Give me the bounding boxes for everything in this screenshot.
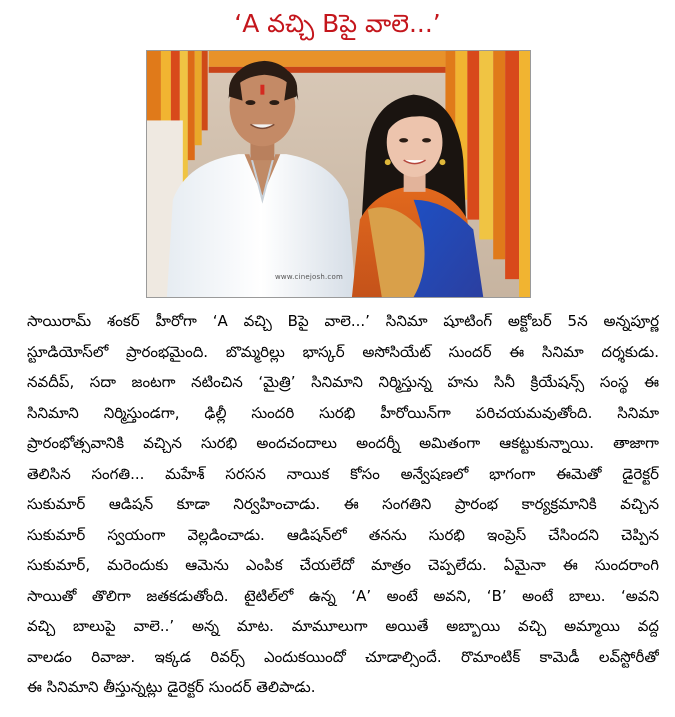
article-line: నవదీప్, సదా జంటగా నటించిన ‘మైత్రి’ సినిమాని నిర్మిస్తున్న హను సినీ క్రియేషన్స్ సంస్థ ఈ — [27, 373, 659, 391]
article-line: సినిమాని నిర్మిస్తుండగా, ఢిల్లీ సుందరి సురభి హీరోయిన్‌గా పరిచయమవుతోంది. సినిమా — [27, 403, 659, 422]
article-photo — [146, 50, 531, 298]
article-headline: ‘A వచ్చి Bపై వాలె...’ — [234, 9, 441, 38]
article-line: వచ్చి బాలుపై వాలె..’ అన్న మాట. మామూలుగా అయితే అబ్బాయి వచ్చి అమ్మాయి వద్ద — [27, 617, 659, 635]
article-line: ప్రారంభోత్సవానికి వచ్చిన సురభి అందచందాలు అందర్నీ అమితంగా ఆకట్టుకున్నాయి. తాజాగా — [27, 434, 659, 452]
article-line: ఈ సినిమాని తీస్తున్నట్లు డైరెక్టర్ సుందర్ తెలిపాడు. — [27, 678, 316, 696]
article-line: తెలిసిన సంగతి... మహేశ్ సరసన నాయిక కోసం అన్వేషణలో భాగంగా ఈమెతో డైరెక్టర్ — [27, 464, 659, 483]
photo-watermark: www.cinejosh.com — [275, 273, 343, 281]
article-line: వాలడం రివాజు. ఇక్కడ రివర్స్ ఎందుకయిందో చూడాల్సిందే. రొమాంటిక్ కామెడీ లవ్‌స్టోరీతో — [27, 647, 659, 666]
article-line: స్టూడియోస్‌లో ప్రారంభమైంది. బొమ్మరిల్లు భాస్కర్ అసోసియేట్ సుందర్ ఈ సినిమా దర్శకుడు. — [27, 342, 659, 361]
article-body — [27, 306, 659, 703]
article-line: సుకుమార్, మరెందుకు ఆమెను ఎంపిక చేయలేదో మాత్రం చెప్పలేదు. ఏమైనా ఈ సుందరాంగి — [27, 556, 659, 574]
article-line: సాయిరామ్ శంకర్ హీరోగా ‘A వచ్చి Bపై వాలె...’ సినిమా షూటింగ్ అక్టోబర్ 5న అన్నపూర్ణ — [27, 312, 659, 330]
photo-illustration — [147, 51, 530, 297]
article-line: సాయితో తొలిగా జతకడుతోంది. టైటిల్‌లో ఉన్న ‘A’ అంటే అవని, ‘B’ అంటే బాలు. ‘అవని — [27, 586, 659, 605]
article-line: సుకుమార్ ఆడిషన్ కూడా నిర్వహించాడు. ఈ సంగతిని ప్రారంభ కార్యక్రమానికి వచ్చిన — [27, 495, 659, 513]
article-line: సుకుమార్ స్వయంగా వెల్లడించాడు. ఆడిషన్‌లో తనను సురభి ఇంప్రెస్ చేసిందని చెప్పిన — [27, 525, 659, 544]
